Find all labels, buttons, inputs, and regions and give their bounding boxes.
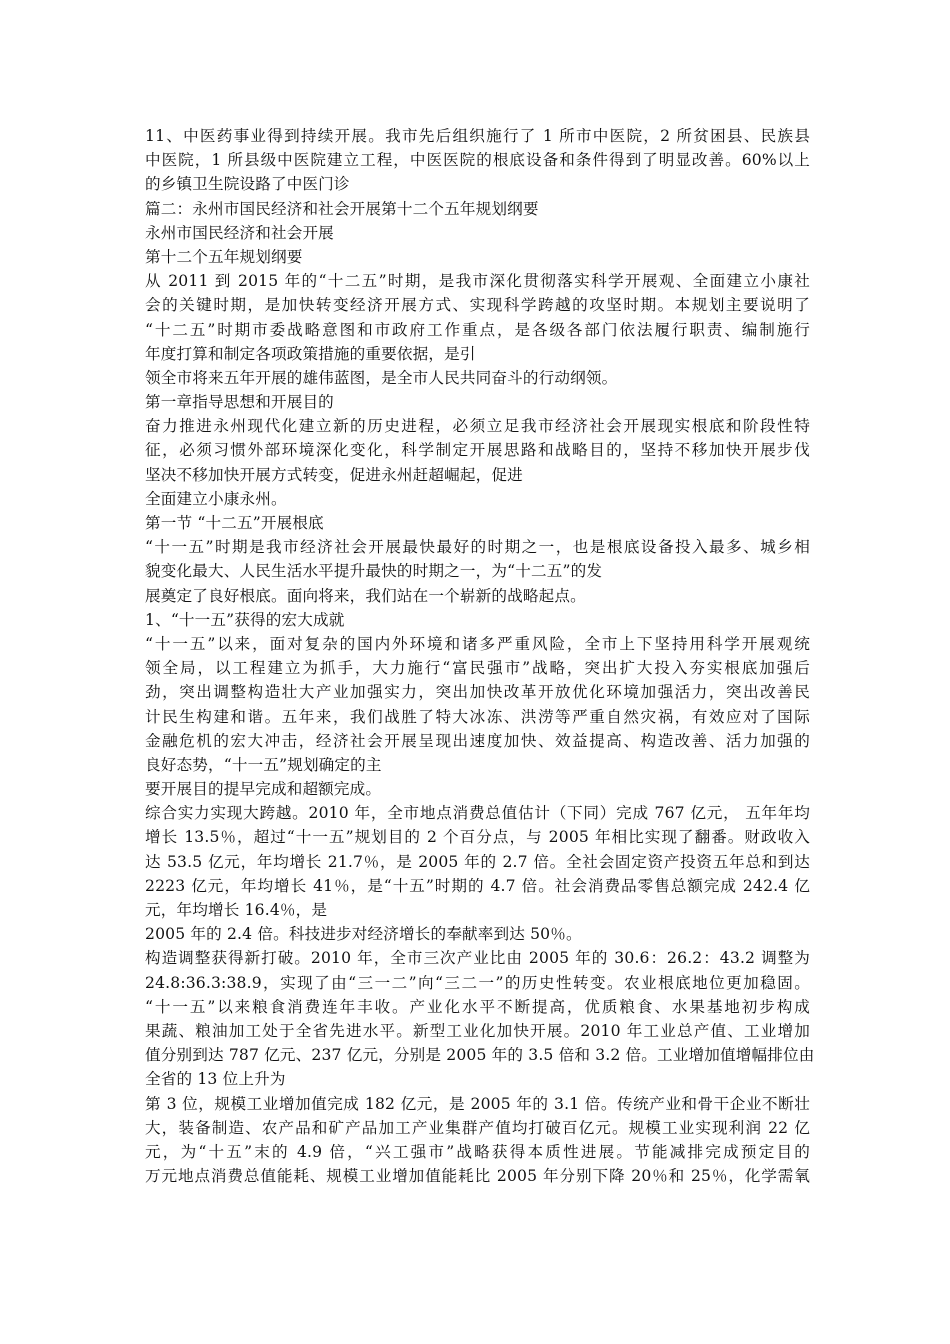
text-line: 良好态势，“十一五”规划确定的主 xyxy=(145,755,382,774)
text-line: 增长 13.5％，超过“十一五”规划目的 2 个百分点，与 2005 年相比实现了翻番。财政收入 xyxy=(145,828,810,847)
text-line: “十一五”以来粮食消费连年丰收。产业化水平不断提高，优质粮食、水果基地初步构成 xyxy=(145,997,810,1016)
text-line: 永州市国民经济和社会开展 xyxy=(145,223,334,242)
text-line: 果蔬、粮油加工处于全省先进水平。新型工业化加快开展。2010 年工业总产值、工业增加 xyxy=(145,1021,810,1040)
text-line: “十一五”以来，面对复杂的国内外环境和诸多严重风险，全市上下坚持用科学开展观统 xyxy=(145,634,810,653)
text-line: 24.8:36.3:38.9，实现了由“三一二”向“三二一”的历史性转变。农业根底地位更加稳固。 xyxy=(145,973,810,992)
text-line: 领全局，以工程建立为抓手，大力施行“富民强市”战略，突出扩大投入夯实根底加强后 xyxy=(145,659,810,678)
text-line: “十二五”时期市委战略意图和市政府工作重点，是各级各部门依法履行职责、编制施行 xyxy=(145,320,810,339)
text-line: 中医院，1 所县级中医院建立工程，中医医院的根底设备和条件得到了明显改善。60%以上 xyxy=(145,151,810,170)
text-line: 的乡镇卫生院设路了中医门诊 xyxy=(145,175,350,194)
text-line: 2005 年的 2.4 倍。科技进步对经济增长的奉献率到达 50％。 xyxy=(145,925,582,944)
text-line: 从 2011 到 2015 年的“十二五”时期，是我市深化贯彻落实科学开展观、全面建立小康社 xyxy=(145,272,810,291)
text-line: 坚决不移加快开展方式转变，促进永州赶超崛起，促进 xyxy=(145,465,523,484)
text-line: 全省的 13 位上升为 xyxy=(145,1070,286,1089)
text-line: 要开展目的提早完成和超额完成。 xyxy=(145,780,382,799)
text-line: 第十二个五年规划纲要 xyxy=(145,247,303,266)
text-line: 综合实力实现大跨越。2010 年，全市地点消费总值估计（下同）完成 767 亿元， 五年年均 xyxy=(145,804,810,823)
text-line: 值分别到达 787 亿元、237 亿元，分别是 2005 年的 3.5 倍和 3.2 倍。工业增加值增幅排位由 xyxy=(145,1046,815,1065)
text-line: 大，装备制造、农产品和矿产品加工产业集群产值均打破百亿元。规模工业实现利润 22 亿 xyxy=(145,1118,810,1137)
text-line: 计民生构建和谐。五年来，我们战胜了特大冰冻、洪涝等严重自然灾祸，有效应对了国际 xyxy=(145,707,810,726)
text-line: 构造调整获得新打破。2010 年，全市三次产业比由 2005 年的 30.6：26.2：43.2 调整为 xyxy=(145,949,810,968)
text-line: 征，必须习惯外部环境深化变化，科学制定开展思路和战略目的，坚持不移加快开展步伐 xyxy=(145,441,810,460)
text-line: 11、中医药事业得到持续开展。我市先后组织施行了 1 所市中医院，2 所贫困县、民族县 xyxy=(145,127,810,145)
text-line: 展奠定了良好根底。面向将来，我们站在一个崭新的战略起点。 xyxy=(145,586,586,605)
text-line: 元，年均增长 16.4％，是 xyxy=(145,901,328,919)
text-line: 会的关键时期，是加快转变经济开展方式、实现科学跨越的攻坚时期。本规划主要说明了 xyxy=(145,296,810,315)
text-line: 万元地点消费总值能耗、规模工业增加值能耗比 2005 年分别下降 20％和 25％，化学需氧 xyxy=(145,1167,810,1186)
text-line: 金融危机的宏大冲击，经济社会开展呈现出速度加快、效益提高、构造改善、活力加强的 xyxy=(145,731,810,750)
text-line: 达 53.5 亿元，年均增长 21.7％，是 2005 年的 2.7 倍。全社会固定资产投资五年总和到达 xyxy=(145,852,810,871)
text-line: 貌变化最大、人民生活水平提升最快的时期之一，为“十二五”的发 xyxy=(145,562,603,581)
text-line: “十一五”时期是我市经济社会开展最快最好的时期之一，也是根底设备投入最多、城乡相 xyxy=(145,538,810,557)
text-line: 2223 亿元，年均增长 41％，是“十五”时期的 4.7 倍。社会消费品零售总额完成 242.4 亿 xyxy=(145,876,810,895)
text-line: 第一章指导思想和开展目的 xyxy=(145,393,334,412)
text-line: 奋力推进永州现代化建立新的历史进程，必须立足我市经济社会开展现实根底和阶段性特 xyxy=(145,417,810,436)
text-line: 元，为“十五”末的 4.9 倍，“兴工强市”战略获得本质性进展。节能减排完成预定目的 xyxy=(145,1142,810,1161)
text-line: 劲，突出调整构造壮大产业加强实力，突出加快改革开放优化环境加强活力，突出改善民 xyxy=(145,683,810,702)
text-line: 年度打算和制定各项政策措施的重要依据，是引 xyxy=(145,344,476,363)
text-line: 全面建立小康永州。 xyxy=(145,489,287,508)
document-body xyxy=(145,124,815,1188)
text-line: 第 3 位，规模工业增加值完成 182 亿元，是 2005 年的 3.1 倍。传统产业和骨干企业不断壮 xyxy=(145,1094,810,1113)
text-line: 第一节 “十二五”开展根底 xyxy=(145,514,324,532)
text-line: 领全市将来五年开展的雄伟蓝图，是全市人民共同奋斗的行动纲领。 xyxy=(145,368,618,387)
text-line: 篇二：永州市国民经济和社会开展第十二个五年规划纲要 xyxy=(145,199,539,218)
text-line: 1、“十一五”获得的宏大成就 xyxy=(145,610,345,629)
